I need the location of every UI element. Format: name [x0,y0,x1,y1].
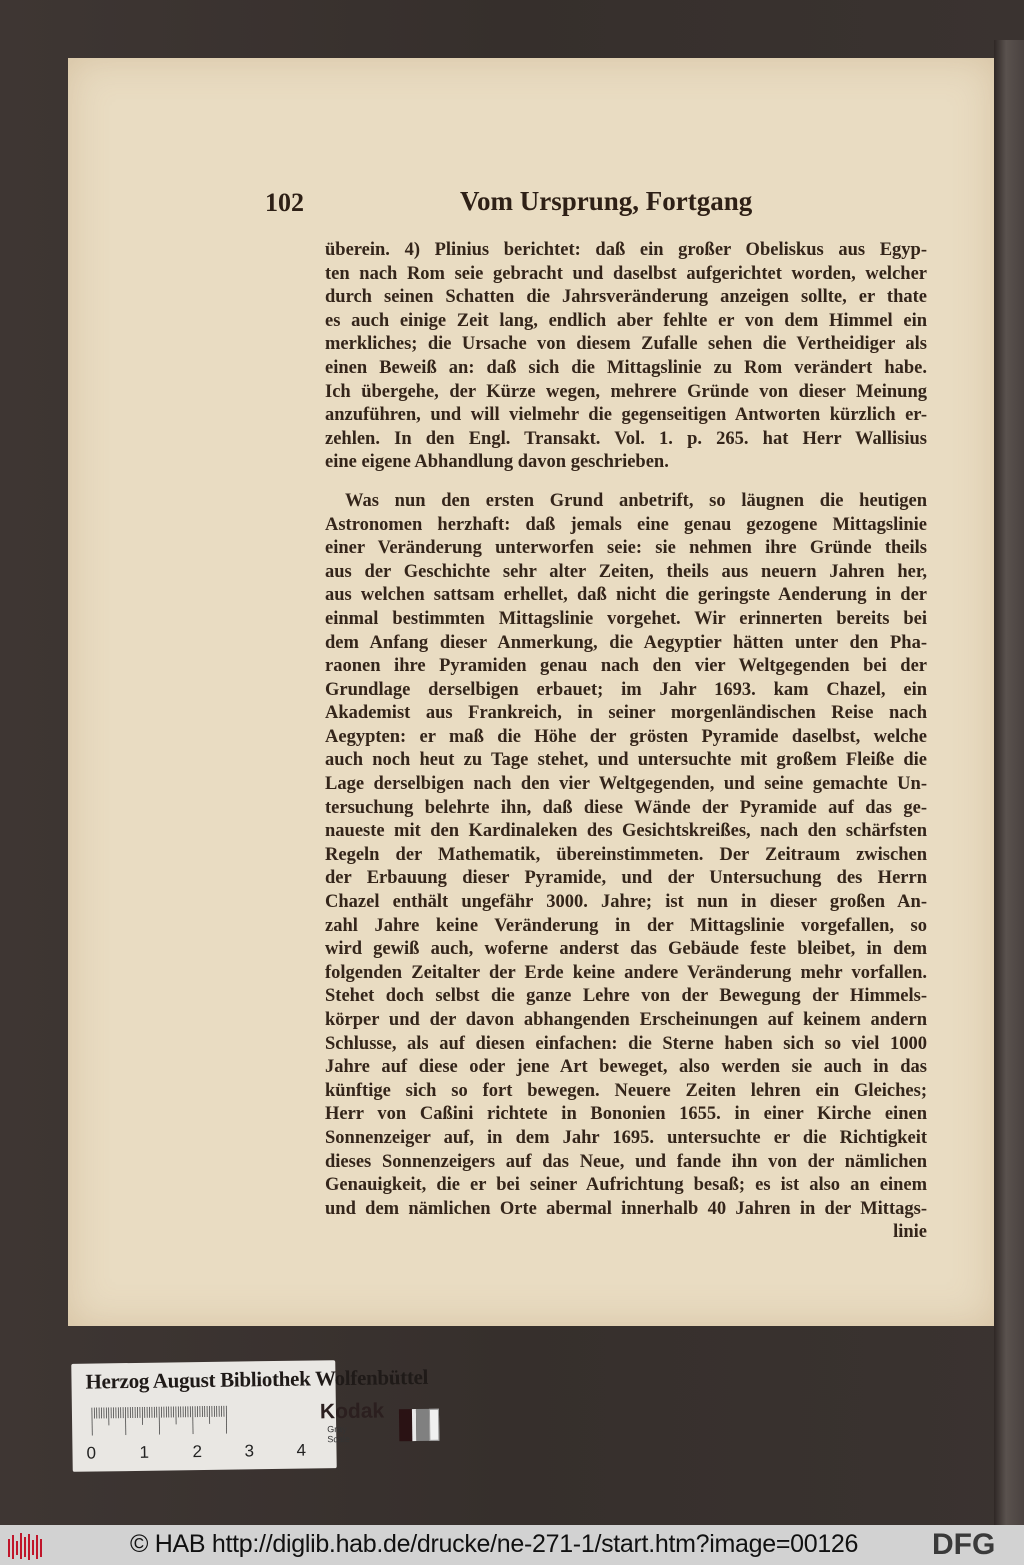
gray-scale-label: Gray Scale [327,1424,350,1445]
text-line: Akademist aus Frankreich, in seiner morgenländischen Reise nach [325,703,927,724]
text-line: anzuführen, und will vielmehr die gegenseitigen Antworten kürzlich er- [325,405,927,426]
text-line: Lage derselbigen nach den vier Weltgegenden, und seine gemachte Un- [325,774,927,795]
ruler-label: 1 [139,1442,150,1462]
text-line: naueste mit den Kardinaleken des Gesichtskreißes, nach den schärfsten [325,821,927,842]
paragraph-1 [325,239,927,475]
footer-bar [0,1525,1024,1565]
text-line: einen Beweiß an: daß sich die Mittagslinie zu Rom verändert habe. [325,357,927,378]
ruler-label: 4 [296,1440,307,1460]
text-line: raonen ihre Pyramiden genau nach den vier Weltgegenden bei der [325,656,927,677]
gray-scale-swatch [399,1409,439,1442]
text-line: Stehet doch selbst die ganze Lehre von der Bewegung der Himmels- [325,986,927,1007]
ruler-label: 0 [86,1443,97,1463]
dfg-logo: DFG [932,1528,996,1561]
text-line: Jahre auf diese oder jene Art beweget, also werden sie auch in das [325,1057,927,1078]
text-line: tersuchung belehrte ihn, daß diese Wände der Pyramide auf das ge- [325,797,927,818]
text-line: Chazel enthält ungefähr 3000. Jahre; ist nun in dieser großen An- [325,892,927,913]
text-line: Herr von Caßini richtete in Bononien 1655. in einer Kirche einen [325,1104,927,1125]
text-line: auch noch heut zu Tage stehet, und untersuchte mit großem Fleiße die [325,750,927,771]
text-line: Astronomen herzhaft: daß jemals eine genau gezogene Mittagslinie [325,514,927,535]
text-line: linie [893,1222,927,1243]
page-body [325,239,927,1245]
ruler-label: 3 [244,1441,255,1461]
text-line: körper und der davon abhangenden Erscheinungen auf keinem andern [325,1010,927,1030]
kodak-brand: Kodak [319,1399,385,1424]
text-line: einmal bestimmten Mittagslinie vorgehet. Wir erinnerten bereits bei [325,608,927,629]
text-line: Aegypten: er maß die Höhe der grösten Pyramide daselbst, welche [325,726,927,747]
text-line: folgenden Zeitalter der Erde keine andere Veränderung mehr vorfallen. [325,962,927,983]
ruler-scale [90,1406,230,1436]
page-number: 102 [265,188,304,217]
text-line: merkliches; die Ursache von diesem Zufalle sehen die Vertheidiger als [325,334,927,355]
text-line: es auch einige Zeit lang, endlich aber fehlte er von dem Himmel ein [325,310,927,331]
text-line: ten nach Rom seie gebracht und daselbst aufgerichtet worden, welcher [325,263,927,284]
color-calibration-card [71,1360,429,1472]
text-line: eine eigene Abhandlung davon geschrieben. [325,452,669,473]
text-line: aus der Geschichte sehr alter Zeiten, theils aus neuern Jahren her, [325,561,927,582]
text-line: und dem nämlichen Orte abermal innerhalb 40 Jahren in der Mittags- [325,1198,927,1219]
text-line: Regeln der Mathematik, übereinstimmeten. Der Zeitraum zwischen [325,844,927,865]
text-line: Genauigkeit, die er bei seiner Aufrichtung besaß; es ist also an einem [325,1175,927,1196]
adjacent-page-edge [994,40,1024,1525]
text-line: dieses Sonnenzeigers auf das Neue, und fande ihn von der nämlichen [325,1151,927,1172]
library-name: Herzog August Bibliothek Wolfenbüttel [85,1364,429,1394]
text-line: zehlen. In den Engl. Transakt. Vol. 1. p. 265. hat Herr Wallisius [325,428,927,449]
text-line: durch seinen Schatten die Jahrsveränderung anzeigen sollte, er thate [325,287,927,308]
hab-logo-icon [6,1531,46,1561]
text-line: der Erbauung dieser Pyramide, und der Untersuchung des Herrn [325,868,927,889]
running-head: Vom Ursprung, Fortgang [460,186,753,216]
text-line: aus welchen sattsam erhellet, daß nicht die geringste Aenderung in der [325,585,927,606]
text-line: Ich übergehe, der Kürze wegen, mehrere Gründe von dieser Meinung [325,381,927,402]
copyright-url[interactable]: © HAB http://diglib.hab.de/drucke/ne-271-1/start.htm?image=00126 [130,1530,859,1558]
text-line: Grundlage derselbigen erbauet; im Jahr 1693. kam Chazel, ein [325,679,927,700]
text-line: Was nun den ersten Grund anbetrift, so läugnen die heutigen [345,490,927,511]
text-line: Schlusse, als auf diesen einfachen: die Sterne haben sich so viel 1000 [325,1033,927,1054]
text-line: zahl Jahre keine Veränderung in der Mittagslinie vorgefallen, so [325,915,927,936]
text-line: dem Anfang dieser Anmerkung, die Aegyptier hätten unter den Pha- [325,632,927,653]
ruler-label: 2 [192,1442,203,1462]
text-line: überein. 4) Plinius berichtet: daß ein großer Obeliskus aus Egyp- [325,240,927,260]
text-line: wird gewiß auch, woferne anderst das Gebäude feste bleibet, in dem [325,939,927,960]
text-line: einer Veränderung unterworfen seie: sie nehmen ihre Gründe theils [325,538,927,559]
text-line: Sonnenzeiger auf, in dem Jahr 1695. untersuchte er die Richtigkeit [325,1127,927,1148]
paragraph-2 [325,490,927,1245]
text-line: künftige sich so fort bewegen. Neuere Zeiten lehren ein Gleiches; [325,1080,927,1101]
